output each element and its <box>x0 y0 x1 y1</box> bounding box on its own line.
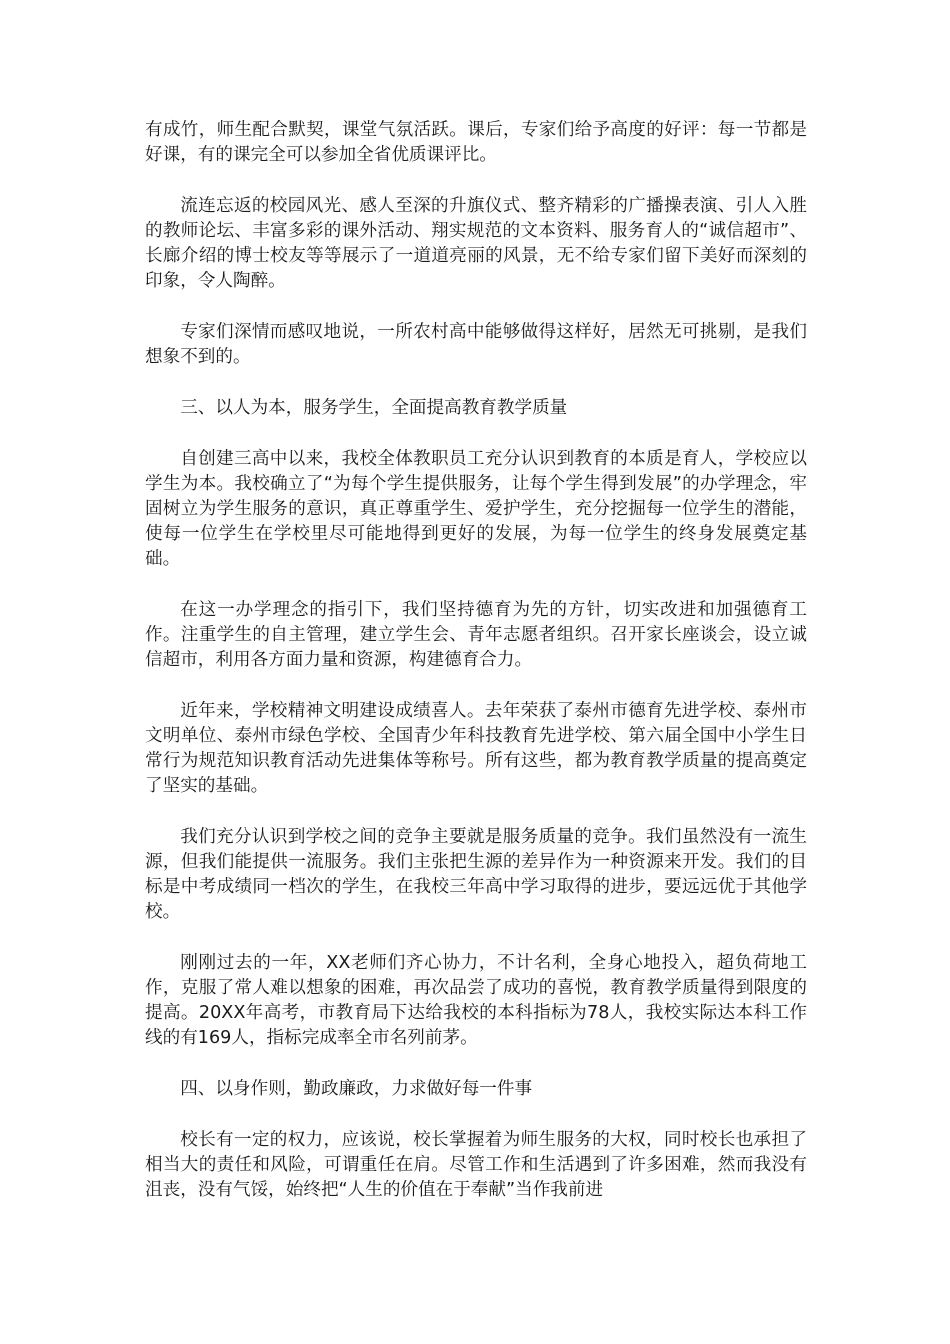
paragraph-exam-results: 刚刚过去的一年，XX老师们齐心协力，不计名利，全身心地投入，超负荷地工作，克服了常人难以想象的困难，再次品尝了成功的喜悦，教育教学质量得到限度的提高。20XX年高考，市教育局下达给我校的本科指标为78人，我校实际达本科工作线的有169人，指标完成率全市名列前茅。 <box>145 953 807 1048</box>
section-heading-three: 三、以人为本，服务学生，全面提高教育教学质量 <box>180 398 568 418</box>
paragraph-expert-praise: 专家们深情而感叹地说，一所农村高中能够做得这样好，居然无可挑剔，是我们想象不到的。 <box>145 322 807 367</box>
paragraph-campus-scenery: 流连忘返的校园风光、感人至深的升旗仪式、整齐精彩的广播操表演、引人入胜的教师论坛、丰富多彩的课外活动、翔实规范的文本资料、服务育人的“诚信超市”、长廊介绍的博士校友等等展示了一道道亮丽的风景，无不给专家们留下美好而深刻的印象，令人陶醉。 <box>145 196 807 291</box>
document-page <box>145 118 807 1203</box>
paragraph-continuation: 有成竹，师生配合默契，课堂气氛活跃。课后，专家们给予高度的好评：每一节都是好课，有的课完全可以参加全省优质课评比。 <box>145 120 807 165</box>
section-heading-four: 四、以身作则，勤政廉政，力求做好每一件事 <box>180 1079 533 1099</box>
paragraph-moral-education: 在这一办学理念的指引下，我们坚持德育为先的方针，切实改进和加强德育工作。注重学生的自主管理，建立学生会、青年志愿者组织。召开家长座谈会，设立诚信超市，利用各方面力量和资源，构建德育合力。 <box>145 600 807 670</box>
paragraph-achievements: 近年来，学校精神文明建设成绩喜人。去年荣获了泰州市德育先进学校、泰州市文明单位、泰州市绿色学校、全国青少年科技教育先进学校、第六届全国中小学生日常行为规范知识教育活动先进集体等称号。所有这些，都为教育教学质量的提高奠定了坚实的基础。 <box>145 701 807 796</box>
paragraph-school-philosophy: 自创建三高中以来，我校全体教职员工充分认识到教育的本质是育人，学校应以学生为本。我校确立了“为每个学生提供服务，让每个学生得到发展”的办学理念，牢固树立为学生服务的意识，真正尊重学生、爱护学生，充分挖掘每一位学生的潜能，使每一位学生在学校里尽可能地得到更好的发展，为每一位学生的终身发展奠定基础。 <box>145 449 807 569</box>
paragraph-service-quality: 我们充分认识到学校之间的竞争主要就是服务质量的竞争。我们虽然没有一流生源，但我们能提供一流服务。我们主张把生源的差异作为一种资源来开发。我们的目标是中考成绩同一档次的学生，在我校三年高中学习取得的进步，要远远优于其他学校。 <box>145 827 807 922</box>
paragraph-principal-duty: 校长有一定的权力，应该说，校长掌握着为师生服务的大权，同时校长也承担了相当大的责任和风险，可谓重任在肩。尽管工作和生活遇到了许多困难，然而我没有沮丧，没有气馁，始终把“人生的价值在于奉献”当作我前进 <box>145 1130 807 1200</box>
